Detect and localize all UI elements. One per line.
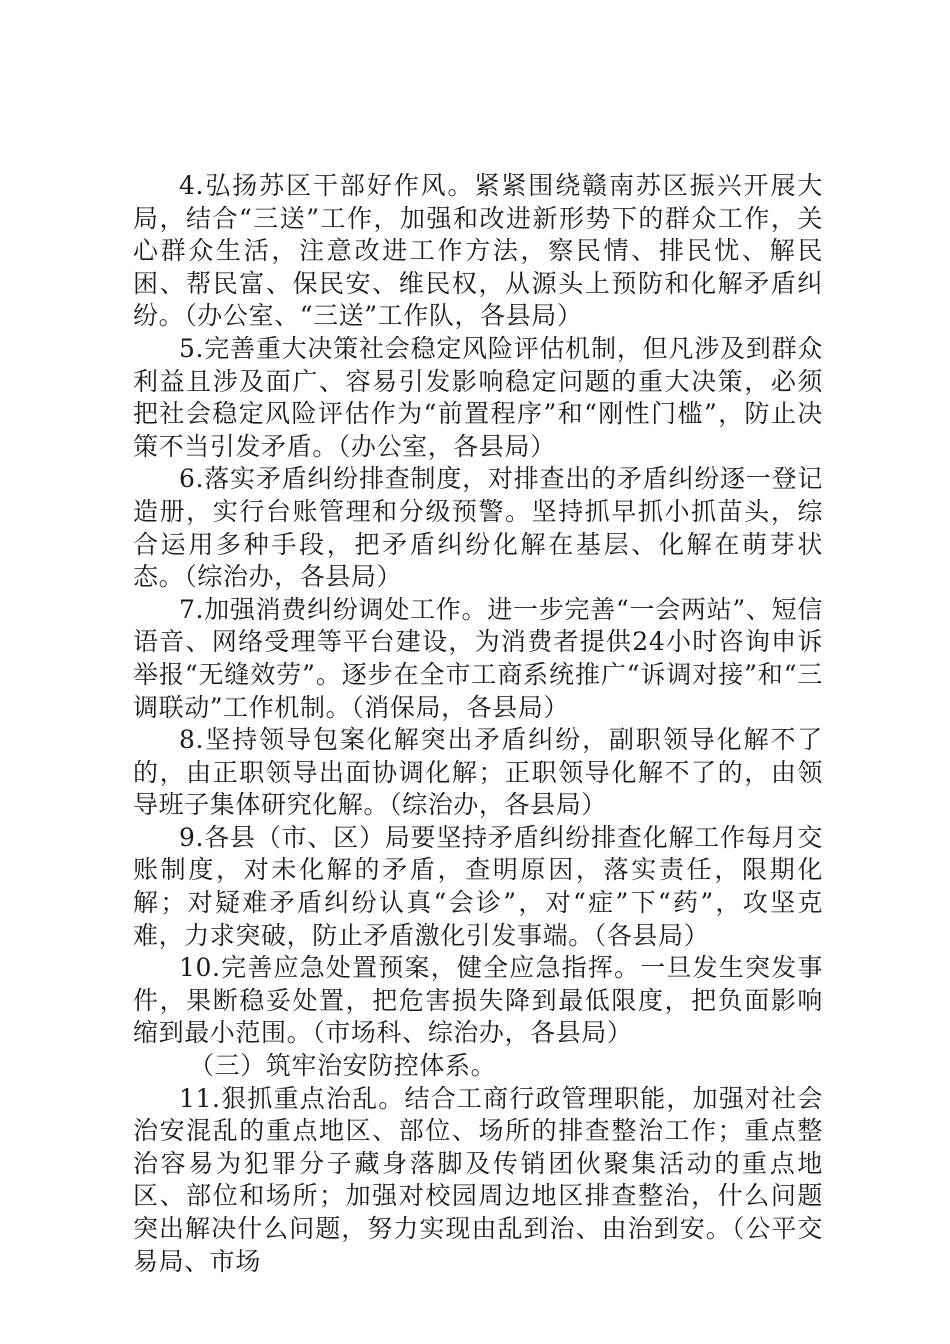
section-heading: （三）筑牢治安防控体系。 [189,1051,497,1081]
document-body [133,170,823,1278]
paragraph-5: 5.完善重大决策社会稳定风险评估机制，但凡涉及到群众利益且涉及面广、容易引发影响稳定问题的重大决策，必须把社会稳定风险评估作为“前置程序”和“刚性门槛”，防止决策不当引发矛盾。（办公室，各县局） [133,333,823,461]
paragraph-11: 11.狠抓重点治乱。结合工商行政管理职能，加强对社会治安混乱的重点地区、部位、场所的排查整治工作；重点整治容易为犯罪分子藏身落脚及传销团伙聚集活动的重点地区、部位和场所；加强对校园周边地区排查整治，什么问题突出解决什么问题，努力实现由乱到治、由治到安。（公平交易局、市场 [133,1083,823,1276]
paragraph-7: 7.加强消费纠纷调处工作。进一步完善“一会两站”、短信语音、网络受理等平台建设，为消费者提供24小时咨询申诉举报“无缝效劳”。逐步在全市工商系统推广“诉调对接”和“三调联动”工作机制。（消保局，各县局） [133,594,823,722]
paragraph-6: 6.落实矛盾纠纷排查制度，对排查出的矛盾纠纷逐一登记造册，实行台账管理和分级预警。坚持抓早抓小抓苗头，综合运用多种手段，把矛盾纠纷化解在基层、化解在萌芽状态。（综治办，各县局） [133,464,823,592]
paragraph-9: 9.各县（市、区）局要坚持矛盾纠纷排查化解工作每月交账制度，对未化解的矛盾，查明原因，落实责任，限期化解；对疑难矛盾纠纷认真“会诊”，对“症”下“药”，攻坚克难，力求突破，防止矛盾激化引发事端。（各县局） [133,822,823,950]
paragraph-4: 4.弘扬苏区干部好作风。紧紧围绕赣南苏区振兴开展大局，结合“三送”工作，加强和改进新形势下的群众工作，关心群众生活，注意改进工作方法，察民情、排民忧、解民困、帮民富、保民安、维民权，从源头上预防和化解矛盾纠纷。（办公室、“三送”工作队，各县局） [133,171,823,331]
paragraph-10: 10.完善应急处置预案，健全应急指挥。一旦发生突发事件，果断稳妥处置，把危害损失降到最低限度，把负面影响缩到最小范围。（市场科、综治办，各县局） [133,953,823,1048]
paragraph-8: 8.坚持领导包案化解突出矛盾纠纷，副职领导化解不了的，由正职领导出面协调化解；正职领导化解不了的，由领导班子集体研究化解。（综治办，各县局） [133,725,823,820]
